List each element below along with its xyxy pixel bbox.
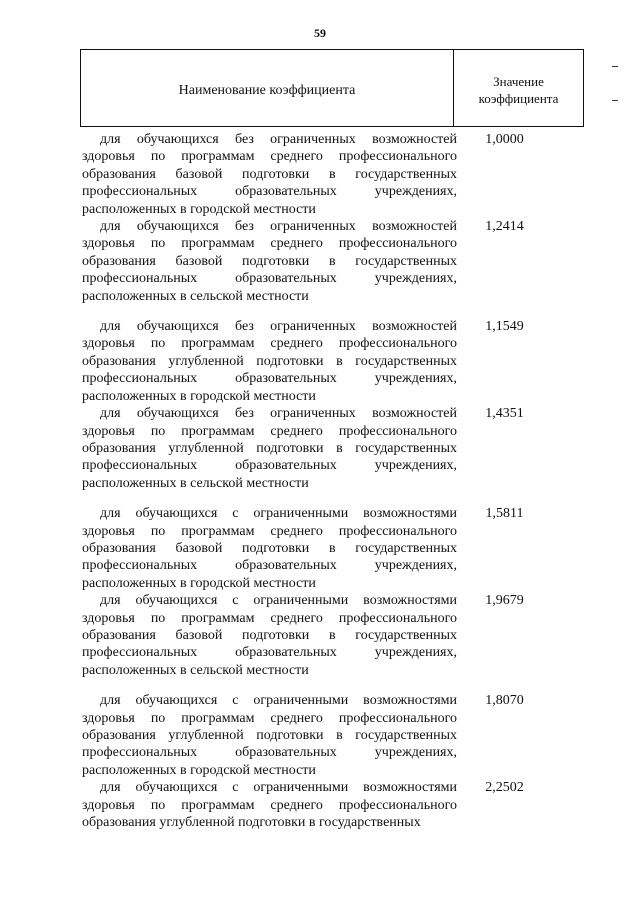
coefficient-name: для обучающихся без ограниченных возможностей здоровья по программам среднего профессионального образования базовой подготовки в государственных профессиональных образовательных учреждениях, расположенных в городской местности [82, 132, 457, 217]
table-row [82, 405, 552, 492]
coefficient-name: для обучающихся с ограниченными возможностями здоровья по программам среднего профессионального образования углубленной подготовки в государственных профессиональных образовательных учреждениях, расположенных в городской местности [82, 693, 457, 778]
coefficient-value: 1,4351 [485, 406, 524, 422]
coefficient-value: 2,2502 [485, 780, 524, 796]
coefficient-name: для обучающихся с ограниченными возможностями здоровья по программам среднего профессионального образования базовой подготовки в государственных профессиональных образовательных учреждениях, расположенных в городской местности [82, 506, 457, 591]
coefficient-name: для обучающихся без ограниченных возможностей здоровья по программам среднего профессионального образования углубленной подготовки в государственных профессиональных образовательных учреждениях, расположенных в сельской местности [82, 406, 457, 491]
column-header-value-line2: коэффициента [478, 91, 559, 106]
coefficient-name: для обучающихся с ограниченными возможностями здоровья по программам среднего профессионального образования углубленной подготовки в государственных [82, 780, 457, 831]
table-row [82, 505, 552, 592]
coefficient-name: для обучающихся без ограниченных возможностей здоровья по программам среднего профессионального образования углубленной подготовки в государственных профессиональных образовательных учреждениях, расположенных в городской местности [82, 319, 457, 404]
table-header [80, 49, 584, 127]
coefficient-name: для обучающихся без ограниченных возможностей здоровья по программам среднего профессионального образования базовой подготовки в государственных профессиональных образовательных учреждениях, расположенных в сельской местности [82, 219, 457, 304]
table-row [82, 318, 552, 405]
coefficient-value: 1,8070 [485, 693, 524, 709]
table-row [82, 779, 552, 831]
coefficient-value: 1,1549 [485, 319, 524, 335]
coefficient-value: 1,5811 [485, 506, 524, 522]
column-header-value-line1: Значение [493, 74, 544, 89]
coefficient-value: 1,9679 [485, 593, 524, 609]
margin-mark [612, 100, 618, 101]
margin-mark [612, 66, 618, 67]
coefficient-table-body [82, 131, 552, 831]
table-row [82, 592, 552, 679]
coefficient-value: 1,2414 [485, 219, 524, 235]
table-row [82, 692, 552, 779]
table-row [82, 131, 552, 218]
column-header-name: Наименование коэффициента [81, 50, 454, 126]
page-number: 59 [314, 26, 326, 40]
table-row [82, 218, 552, 305]
coefficient-value: 1,0000 [485, 132, 524, 147]
coefficient-name: для обучающихся с ограниченными возможностями здоровья по программам среднего профессионального образования базовой подготовки в государственных профессиональных образовательных учреждениях, расположенных в сельской местности [82, 593, 457, 678]
column-header-value [454, 50, 583, 126]
